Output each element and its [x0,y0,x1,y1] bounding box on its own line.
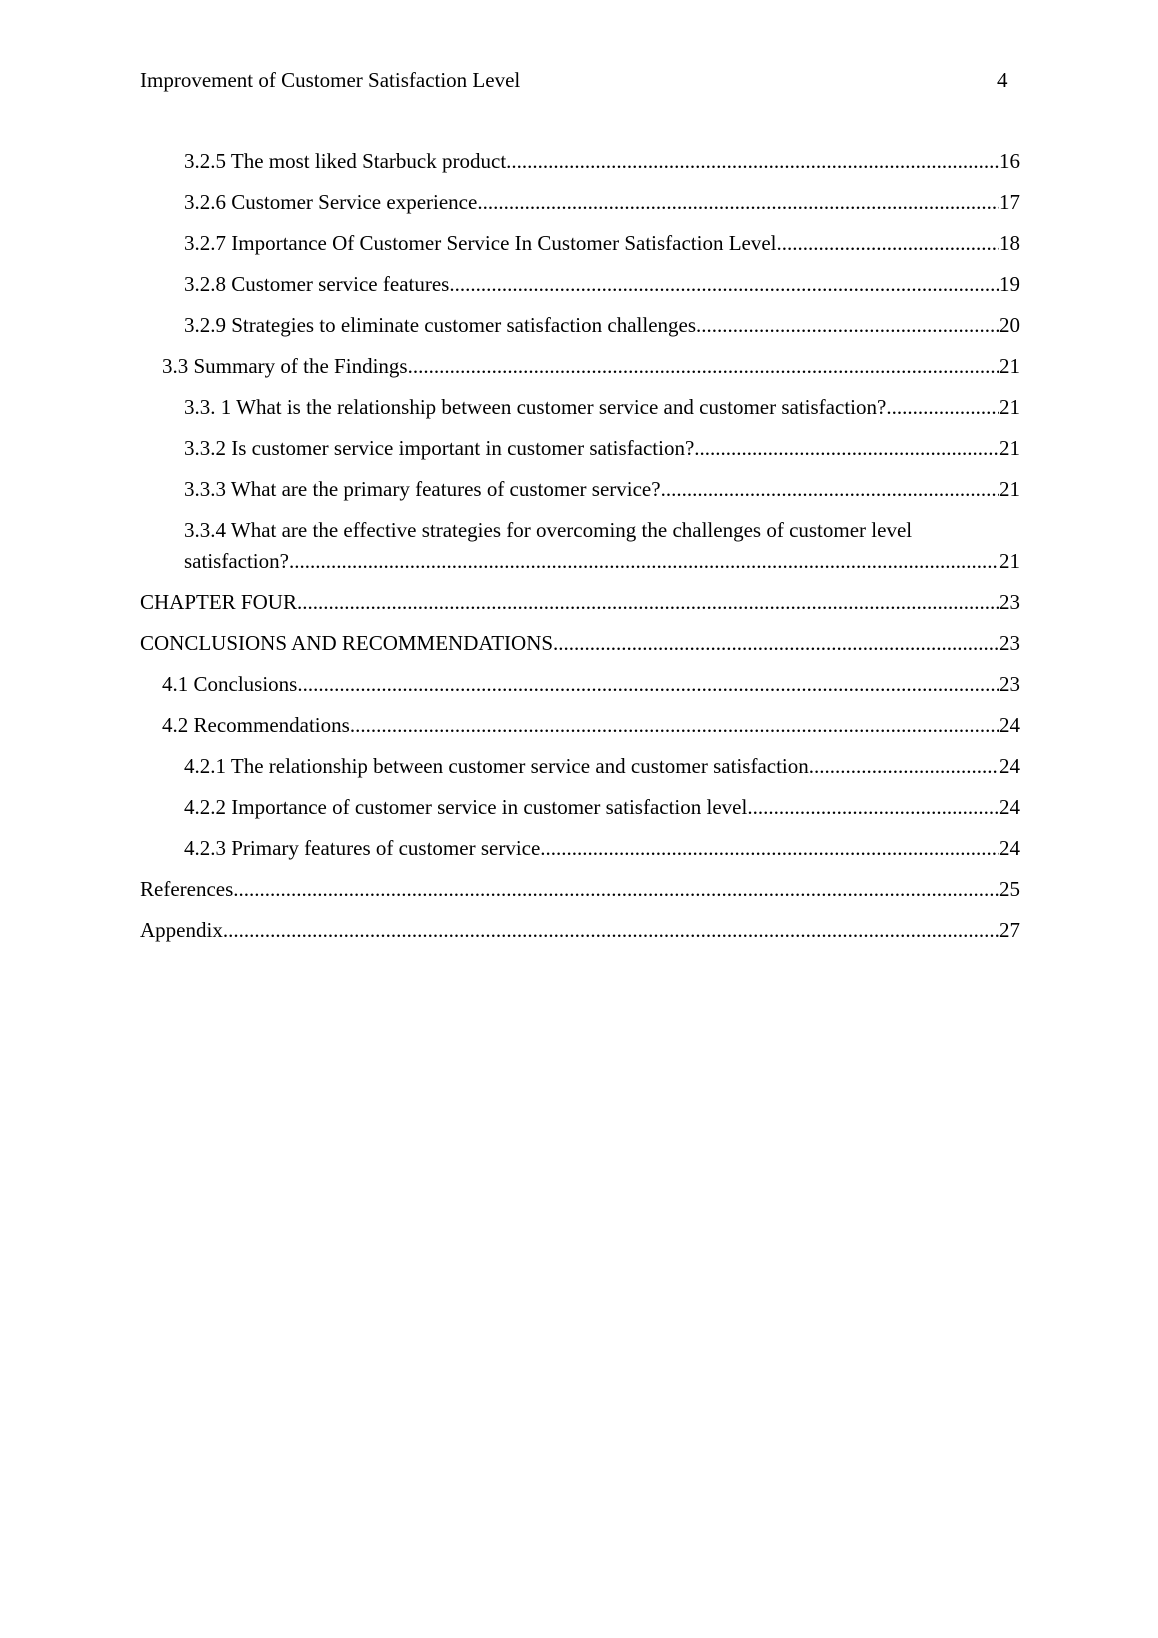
toc-dot-leader [223,915,999,946]
toc-entry-label: 3.2.8 Customer service features [184,272,450,296]
table-of-contents [140,146,1020,956]
toc-entry-label: Appendix [140,918,223,942]
toc-entry-3-2-7[interactable] [140,228,1020,259]
toc-dot-leader [694,433,999,464]
toc-dot-leader [696,310,999,341]
toc-dot-leader [408,351,999,382]
toc-entry-4-2-3[interactable] [140,833,1020,864]
toc-entry-label: 3.3. 1 What is the relationship between customer service and customer satisfaction? [184,395,887,419]
toc-entry-label: 3.2.6 Customer Service experience [184,190,478,214]
toc-dot-leader [553,628,999,659]
toc-entry-label-line1: 3.3.4 What are the effective strategies for overcoming the challenges of customer level [184,518,913,542]
toc-entry-page: 24 [999,713,1020,737]
toc-entry-page: 23 [999,590,1020,614]
toc-dot-leader [886,392,999,423]
toc-entry-4-2[interactable] [140,710,1020,741]
toc-entry-label: 4.2.2 Importance of customer service in customer satisfaction level [184,795,748,819]
toc-entry-page: 21 [999,477,1020,501]
toc-entry-appendix[interactable] [140,915,1020,946]
toc-entry-label: 4.2 Recommendations [162,713,350,737]
toc-dot-leader [297,669,999,700]
toc-entry-page: 24 [999,754,1020,778]
toc-entry-label: 3.3.3 What are the primary features of customer service? [184,477,661,501]
toc-entry-page: 21 [999,436,1020,460]
page-number: 4 [997,68,1008,92]
toc-entry-3-2-5[interactable] [140,146,1020,177]
toc-entry-page: 21 [999,354,1020,378]
toc-entry-3-3-3[interactable] [140,474,1020,505]
toc-entry-label: 4.1 Conclusions [162,672,298,696]
toc-dot-leader [506,146,999,177]
toc-entry-label: 4.2.3 Primary features of customer service [184,836,541,860]
toc-entry-label-line2: satisfaction? [184,549,289,573]
toc-entry-page: 21 [999,395,1020,419]
toc-dot-leader [289,546,999,577]
toc-dot-leader [661,474,999,505]
toc-entry-label: 3.2.7 Importance Of Customer Service In Customer Satisfaction Level [184,231,777,255]
toc-entry-conclusions-recommendations[interactable] [140,628,1020,659]
toc-entry-chapter-four[interactable] [140,587,1020,618]
toc-entry-page: 18 [999,231,1020,255]
toc-entry-label: 3.3.2 Is customer service important in customer satisfaction? [184,436,695,460]
toc-entry-3-3-1[interactable] [140,392,1020,423]
toc-entry-references[interactable] [140,874,1020,905]
toc-entry-page: 19 [999,272,1020,296]
toc-entry-page: 23 [999,672,1020,696]
toc-entry-label: 4.2.1 The relationship between customer service and customer satisfaction [184,754,809,778]
toc-entry-page: 24 [999,795,1020,819]
toc-entry-page: 17 [999,190,1020,214]
toc-entry-page: 16 [999,149,1020,173]
running-head-title: Improvement of Customer Satisfaction Level [140,68,521,92]
page-header [140,68,1010,98]
toc-entry-page: 21 [999,549,1020,573]
toc-entry-3-2-6[interactable] [140,187,1020,218]
toc-entry-page: 25 [999,877,1020,901]
toc-entry-page: 23 [999,631,1020,655]
toc-entry-label: References [140,877,234,901]
toc-dot-leader [809,751,999,782]
toc-dot-leader [350,710,999,741]
toc-dot-leader [777,228,999,259]
toc-entry-page: 20 [999,313,1020,337]
toc-entry-label: 3.2.5 The most liked Starbuck product [184,149,507,173]
toc-entry-4-2-2[interactable] [140,792,1020,823]
toc-entry-3-2-8[interactable] [140,269,1020,300]
toc-entry-label: CHAPTER FOUR [140,590,297,614]
toc-entry-page: 24 [999,836,1020,860]
toc-dot-leader [297,587,999,618]
toc-dot-leader [477,187,999,218]
toc-entry-3-3[interactable] [140,351,1020,382]
toc-entry-label: 3.2.9 Strategies to eliminate customer satisfaction challenges [184,313,697,337]
toc-dot-leader [747,792,999,823]
toc-dot-leader [540,833,999,864]
toc-entry-3-3-2[interactable] [140,433,1020,464]
toc-entry-3-3-4[interactable] [140,515,1020,577]
toc-entry-4-1[interactable] [140,669,1020,700]
toc-dot-leader [449,269,999,300]
toc-entry-3-2-9[interactable] [140,310,1020,341]
toc-entry-label: CONCLUSIONS AND RECOMMENDATIONS [140,631,554,655]
toc-entry-label: 3.3 Summary of the Findings [162,354,408,378]
toc-dot-leader [233,874,999,905]
toc-entry-4-2-1[interactable] [140,751,1020,782]
toc-entry-page: 27 [999,918,1020,942]
